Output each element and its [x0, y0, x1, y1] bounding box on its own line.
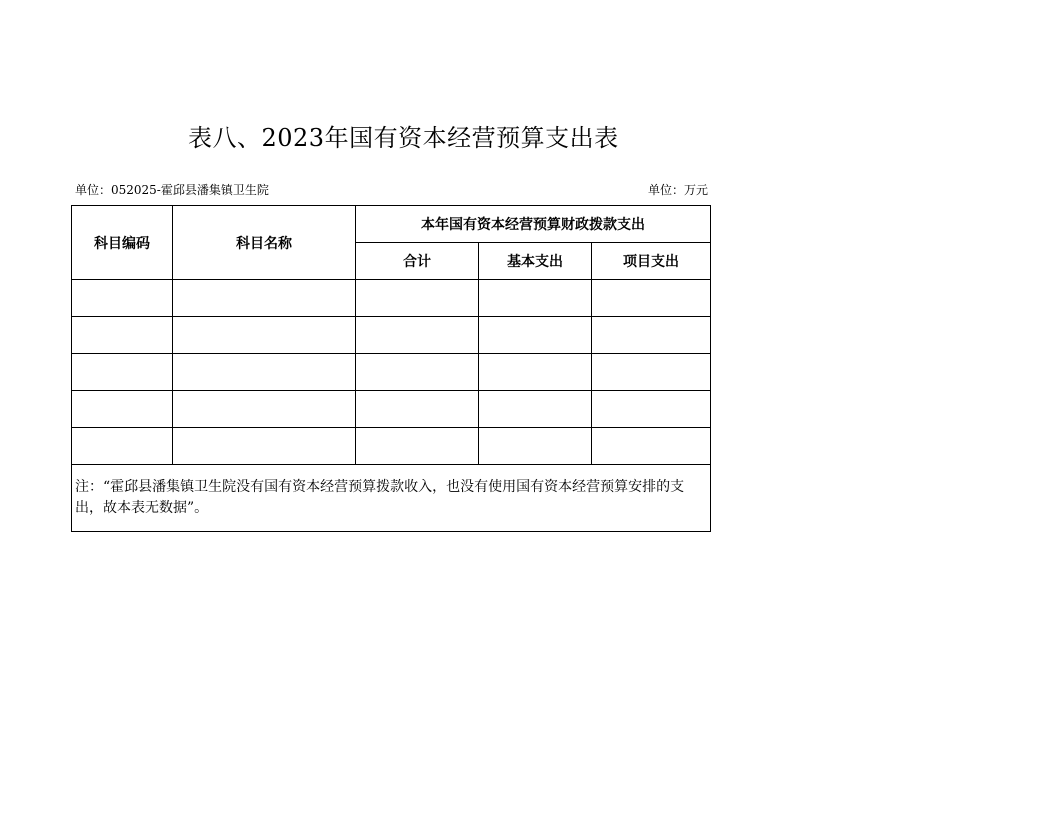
cell-subject-code — [72, 354, 173, 391]
cell-subject-name — [173, 354, 356, 391]
cell-total — [356, 317, 479, 354]
cell-total — [356, 391, 479, 428]
cell-subject-name — [173, 428, 356, 465]
cell-project-expenditure — [592, 280, 711, 317]
cell-basic-expenditure — [479, 280, 592, 317]
cell-subject-name — [173, 280, 356, 317]
header-total: 合计 — [356, 243, 479, 280]
cell-basic-expenditure — [479, 428, 592, 465]
table-row — [72, 391, 711, 428]
cell-subject-name — [173, 317, 356, 354]
table-note-row — [72, 465, 711, 532]
header-basic-expenditure: 基本支出 — [479, 243, 592, 280]
table-row — [72, 354, 711, 391]
cell-subject-code — [72, 391, 173, 428]
budget-table — [71, 205, 711, 532]
cell-subject-name — [173, 391, 356, 428]
cell-project-expenditure — [592, 428, 711, 465]
cell-project-expenditure — [592, 391, 711, 428]
cell-subject-code — [72, 428, 173, 465]
cell-basic-expenditure — [479, 317, 592, 354]
table-row — [72, 280, 711, 317]
page-title: 表八、2023年国有资本经营预算支出表 — [188, 124, 619, 152]
cell-project-expenditure — [592, 354, 711, 391]
header-appropriation-group: 本年国有资本经营预算财政拨款支出 — [356, 206, 711, 243]
cell-total — [356, 280, 479, 317]
cell-total — [356, 428, 479, 465]
cell-total — [356, 354, 479, 391]
header-project-expenditure: 项目支出 — [592, 243, 711, 280]
unit-label-right: 单位：万元 — [648, 183, 709, 197]
table-note: 注：“霍邱县潘集镇卫生院没有国有资本经营预算拨款收入，也没有使用国有资本经营预算安排的支出，故本表无数据”。 — [72, 465, 711, 532]
header-subject-name: 科目名称 — [173, 206, 356, 280]
cell-basic-expenditure — [479, 391, 592, 428]
unit-label-left: 单位：052025-霍邱县潘集镇卫生院 — [75, 183, 269, 197]
table-row — [72, 317, 711, 354]
cell-subject-code — [72, 317, 173, 354]
table-header-row — [72, 206, 711, 243]
cell-project-expenditure — [592, 317, 711, 354]
header-subject-code: 科目编码 — [72, 206, 173, 280]
cell-basic-expenditure — [479, 354, 592, 391]
table-row — [72, 428, 711, 465]
cell-subject-code — [72, 280, 173, 317]
